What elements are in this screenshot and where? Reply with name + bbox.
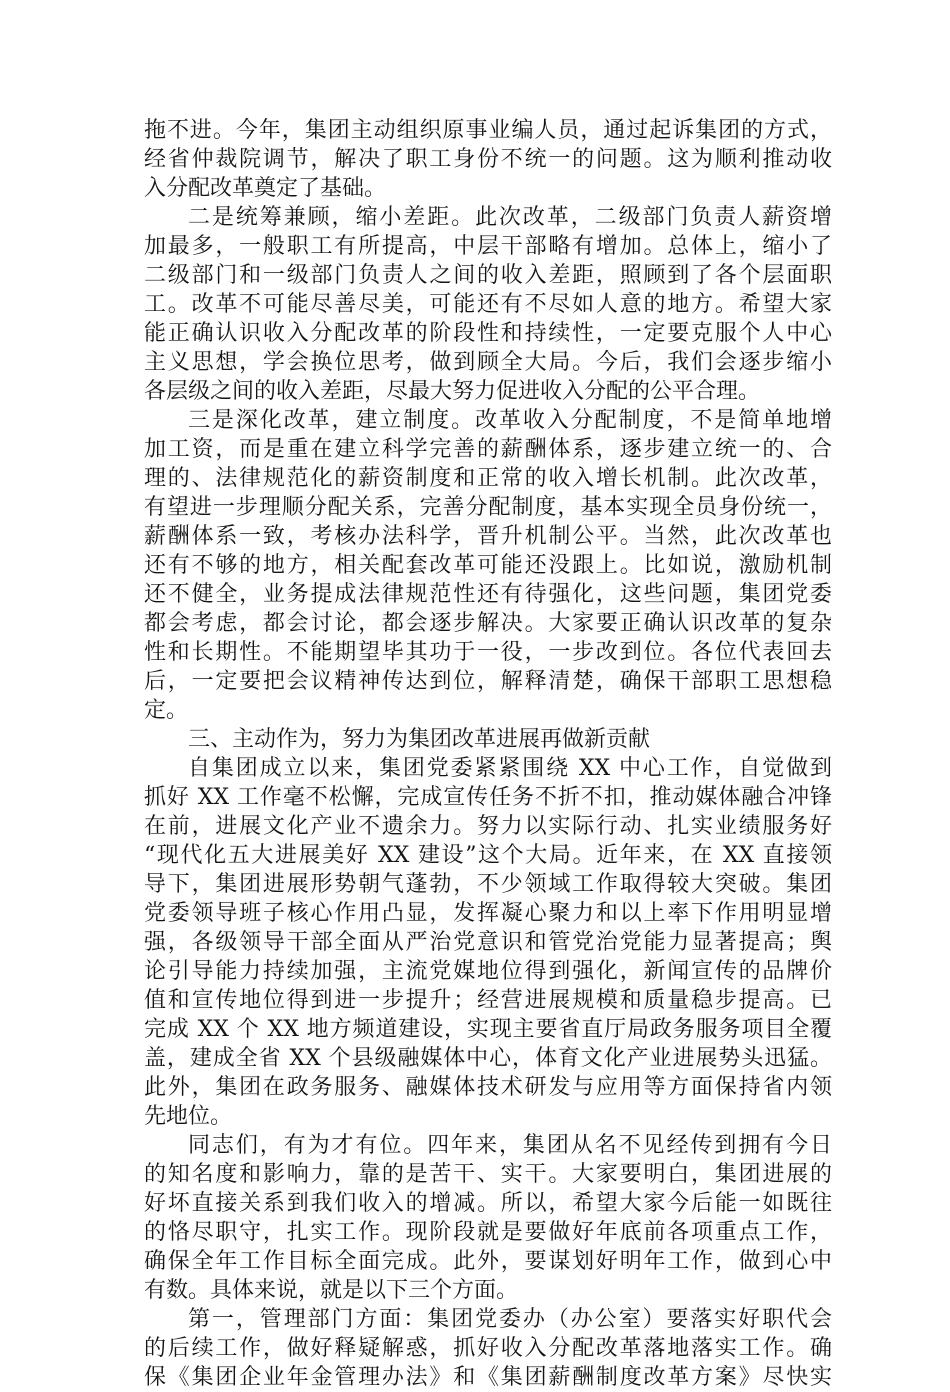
paragraph-line: 盖，建成全省 XX 个县级融媒体中心，体育文化产业进展势头迅猛。: [144, 1046, 832, 1071]
paragraph-last-line: 三、主动作为，努力为集团改革进展再做新贡献: [188, 727, 651, 752]
document-page: [144, 116, 832, 1392]
paragraph-line: 同志们，有为才有位。四年来，集团从名不见经传到拥有今日: [188, 1133, 832, 1158]
paragraph-last-line: 各层级之间的收入差距，尽最大努力促进收入分配的公平合理。: [144, 379, 761, 404]
paragraph-line: 后，一定要把会议精神传达到位，解释清楚，确保干部职工思想稳: [144, 669, 832, 694]
paragraph-line: 自集团成立以来，集团党委紧紧围绕 XX 中心工作，自觉做到: [188, 756, 832, 781]
paragraph-line: 在前，进展文化产业不遗余力。努力以实际行动、扎实业绩服务好: [144, 814, 832, 839]
paragraph-line: 此外，集团在政务服务、融媒体技术研发与应用等方面保持省内领: [144, 1075, 832, 1100]
paragraph-last-line: 先地位。: [144, 1104, 233, 1129]
paragraph-line: 还不健全，业务提成法律规范性还有待强化，这些问题，集团党委: [144, 582, 832, 607]
paragraph-line: 抓好 XX 工作毫不松懈，完成宣传任务不折不扣，推动媒体融合冲锋: [144, 785, 832, 810]
paragraph-line: 理的、法律规范化的薪资制度和正常的收入增长机制。此次改革，: [144, 466, 832, 491]
paragraph-line: 强，各级领导干部全面从严治党意识和管党治党能力显著提高；舆: [144, 930, 832, 955]
paragraph-line: 第一，管理部门方面：集团党委办（办公室）要落实好职代会: [188, 1307, 832, 1332]
paragraph-line: 三是深化改革，建立制度。改革收入分配制度，不是简单地增: [188, 408, 832, 433]
paragraph-line: 都会考虑，都会讨论，都会逐步解决。大家要正确认识改革的复杂: [144, 611, 832, 636]
paragraph-line: 有望进一步理顺分配关系，完善分配制度，基本实现全员身份统一，: [144, 495, 832, 520]
paragraph-line: 保《集团企业年金管理办法》和《集团薪酬制度改革方案》尽快实: [144, 1365, 832, 1390]
paragraph-line: 导下，集团进展形势朝气蓬勃，不少领域工作取得较大突破。集团: [144, 872, 832, 897]
paragraph-line: 的恪尽职守，扎实工作。现阶段就是要做好年底前各项重点工作，: [144, 1220, 832, 1245]
paragraph-line: 性和长期性。不能期望毕其功于一役，一步改到位。各位代表回去: [144, 640, 832, 665]
paragraph-line: 拖不进。今年，集团主动组织原事业编人员，通过起诉集团的方式，: [144, 118, 832, 143]
paragraph-line: 能正确认识收入分配改革的阶段性和持续性，一定要克服个人中心: [144, 321, 832, 346]
paragraph-line: “现代化五大进展美好 XX 建设”这个大局。近年来，在 XX 直接领: [144, 843, 832, 868]
paragraph-line: 值和宣传地位得到进一步提升；经营进展规模和质量稳步提高。已: [144, 988, 832, 1013]
paragraph-line: 加最多，一般职工有所提高，中层干部略有增加。总体上，缩小了: [144, 234, 832, 259]
paragraph-line: 确保全年工作目标全面完成。此外，要谋划好明年工作，做到心中: [144, 1249, 832, 1274]
paragraph-line: 好坏直接关系到我们收入的增减。所以，希望大家今后能一如既往: [144, 1191, 832, 1216]
paragraph-line: 主义思想，学会换位思考，做到顾全大局。今后，我们会逐步缩小: [144, 350, 832, 375]
paragraph-last-line: 入分配改革奠定了基础。: [144, 176, 387, 201]
paragraph-line: 二级部门和一级部门负责人之间的收入差距，照顾到了各个层面职: [144, 263, 832, 288]
paragraph-last-line: 定。: [144, 698, 189, 723]
paragraph-line: 还有不够的地方，相关配套改革可能还没跟上。比如说，激励机制: [144, 553, 832, 578]
paragraph-line: 论引导能力持续加强，主流党媒地位得到强化，新闻宣传的品牌价: [144, 959, 832, 984]
paragraph-line: 完成 XX 个 XX 地方频道建设，实现主要省直厅局政务服务项目全覆: [144, 1017, 832, 1042]
paragraph-last-line: 有数。具体来说，就是以下三个方面。: [144, 1278, 519, 1303]
paragraph-line: 薪酬体系一致，考核办法科学，晋升机制公平。当然，此次改革也: [144, 524, 832, 549]
paragraph-line: 的知名度和影响力，靠的是苦干、实干。大家要明白，集团进展的: [144, 1162, 832, 1187]
paragraph-line: 二是统筹兼顾，缩小差距。此次改革，二级部门负责人薪资增: [188, 205, 832, 230]
paragraph-line: 的后续工作，做好释疑解惑，抓好收入分配改革落地落实工作。确: [144, 1336, 832, 1361]
paragraph-line: 加工资，而是重在建立科学完善的薪酬体系，逐步建立统一的、合: [144, 437, 832, 462]
paragraph-line: 工。改革不可能尽善尽美，可能还有不尽如人意的地方。希望大家: [144, 292, 832, 317]
paragraph-line: 经省仲裁院调节，解决了职工身份不统一的问题。这为顺利推动收: [144, 147, 832, 172]
paragraph-line: 党委领导班子核心作用凸显，发挥凝心聚力和以上率下作用明显增: [144, 901, 832, 926]
